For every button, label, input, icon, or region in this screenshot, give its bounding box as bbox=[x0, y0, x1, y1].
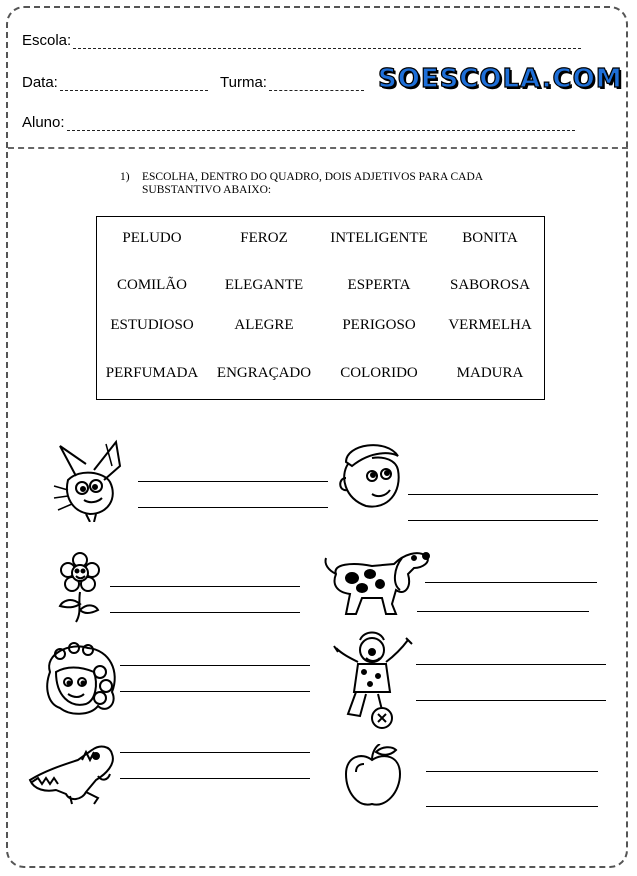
adjective-word: BONITA bbox=[462, 230, 518, 246]
adjective-word: COMILÃO bbox=[117, 277, 187, 293]
apple-icon bbox=[342, 744, 404, 810]
school-label: Escola: bbox=[22, 32, 72, 49]
adjective-word: SABOROSA bbox=[449, 277, 531, 293]
answer-line[interactable] bbox=[426, 806, 598, 807]
clown-icon bbox=[330, 630, 416, 730]
boy-icon bbox=[332, 436, 408, 512]
answer-line[interactable] bbox=[416, 664, 606, 665]
flower-icon bbox=[52, 552, 108, 624]
site-logo: SOESCOLA.COM bbox=[378, 64, 623, 94]
adjective-word: ALEGRE bbox=[234, 317, 294, 333]
answer-line[interactable] bbox=[138, 507, 328, 508]
adjective-word: INTELIGENTE bbox=[330, 230, 428, 246]
adjective-word: MADURA bbox=[456, 365, 524, 381]
adjective-word: ESPERTA bbox=[347, 277, 411, 293]
answer-line[interactable] bbox=[425, 582, 597, 583]
answer-line[interactable] bbox=[408, 520, 598, 521]
date-label: Data: bbox=[22, 74, 58, 91]
student-field[interactable] bbox=[22, 114, 575, 131]
adjective-word: PERIGOSO bbox=[342, 317, 416, 333]
adjective-word: VERMELHA bbox=[448, 317, 532, 333]
school-blank-line bbox=[73, 36, 581, 49]
school-field[interactable] bbox=[22, 32, 581, 49]
exercise-text: ESCOLHA, DENTRO DO QUADRO, DOIS ADJETIVOS PARA CADA SUBSTANTIVO ABAIXO: bbox=[142, 171, 483, 196]
answer-line[interactable] bbox=[426, 771, 598, 772]
answer-line[interactable] bbox=[408, 494, 598, 495]
date-blank-line bbox=[60, 78, 208, 91]
answer-line[interactable] bbox=[110, 612, 300, 613]
answer-line[interactable] bbox=[416, 700, 606, 701]
adjective-word: ESTUDIOSO bbox=[110, 317, 194, 333]
dog-icon bbox=[322, 544, 434, 620]
date-field[interactable] bbox=[22, 74, 208, 91]
student-label: Aluno: bbox=[22, 114, 65, 131]
header-divider bbox=[8, 147, 628, 149]
answer-line[interactable] bbox=[120, 665, 310, 666]
answer-line[interactable] bbox=[110, 586, 300, 587]
class-field[interactable] bbox=[220, 74, 364, 91]
adjective-box bbox=[96, 216, 545, 400]
adjective-word: PERFUMADA bbox=[105, 365, 199, 381]
answer-line[interactable] bbox=[417, 611, 589, 612]
answer-line[interactable] bbox=[120, 691, 310, 692]
girl-icon bbox=[40, 642, 120, 718]
exercise-number: 1) bbox=[120, 171, 130, 183]
adjective-word: PELUDO bbox=[122, 230, 182, 246]
adjective-word: FEROZ bbox=[240, 230, 288, 246]
adjective-word: COLORIDO bbox=[340, 365, 418, 381]
answer-line[interactable] bbox=[120, 778, 310, 779]
alligator-icon bbox=[26, 740, 118, 806]
student-blank-line bbox=[67, 118, 575, 131]
class-blank-line bbox=[269, 78, 364, 91]
class-label: Turma: bbox=[220, 74, 267, 91]
rabbit-icon bbox=[46, 436, 132, 522]
adjective-word: ELEGANTE bbox=[224, 277, 304, 293]
answer-line[interactable] bbox=[138, 481, 328, 482]
adjective-word: ENGRAÇADO bbox=[216, 365, 312, 381]
answer-line[interactable] bbox=[120, 752, 310, 753]
